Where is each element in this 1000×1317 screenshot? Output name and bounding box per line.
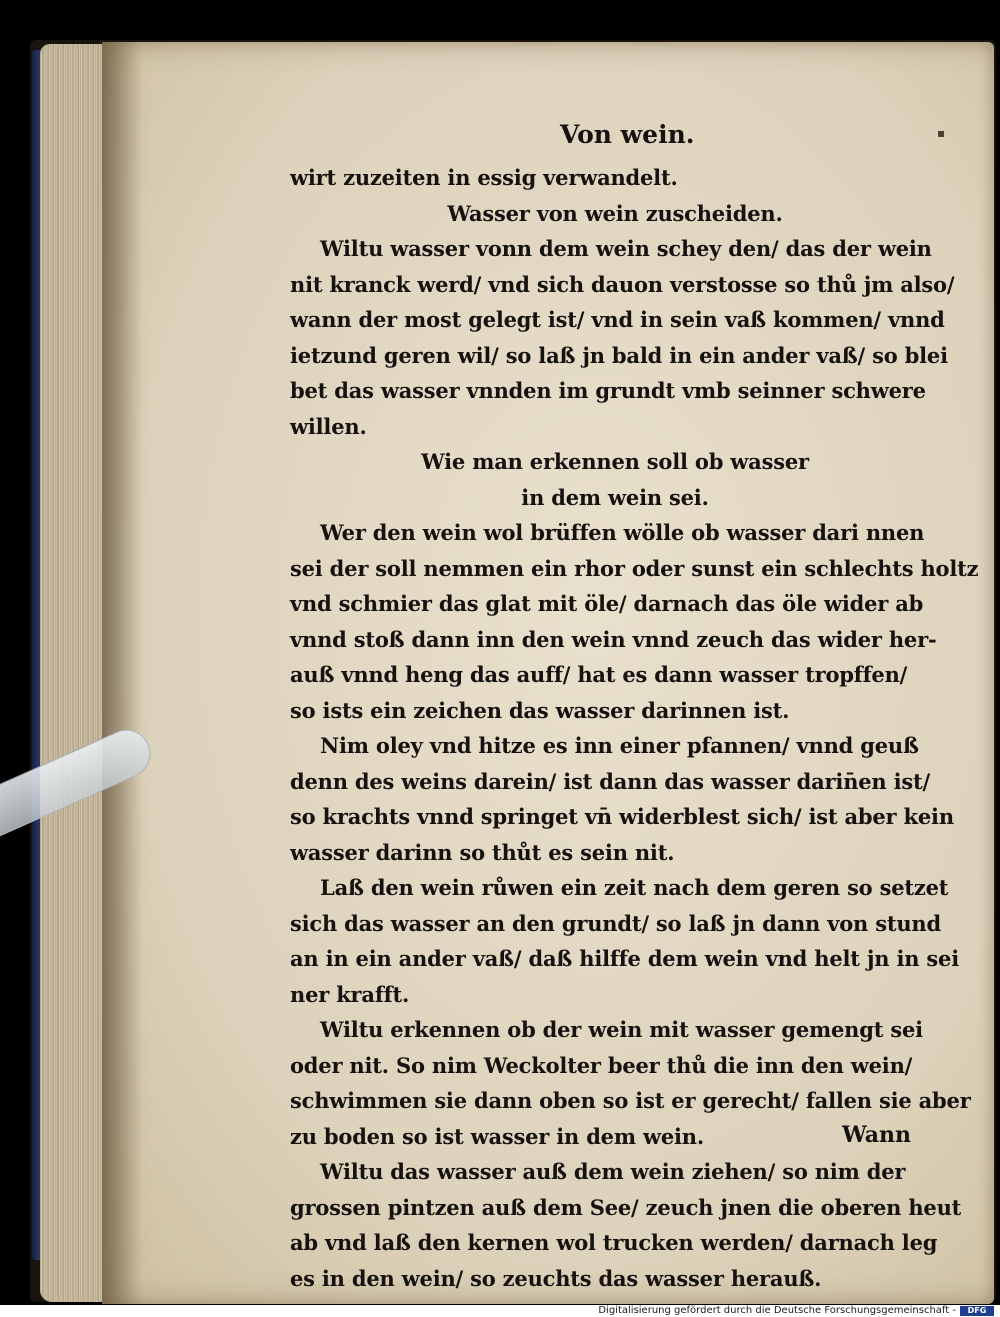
running-header: Von wein. (560, 120, 695, 149)
text-line: sich das wasser an den grundt/ so laß jn dann von stund (290, 910, 941, 936)
text-line: zu boden so ist wasser in dem wein. (290, 1123, 704, 1149)
text-line: vnd schmier das glat mit öle/ darnach das öle wider ab (290, 591, 924, 616)
text-line: wirt zuzeiten in essig verwandelt. (290, 165, 678, 190)
text-line: wann der most gelegt ist/ vnd in sein vaß kommen/ vnnd (290, 307, 945, 332)
text-line: Wie man erkennen soll ob wasser (421, 449, 809, 474)
text-line: oder nit. So nim Weckolter beer thů die inn den wein/ (290, 1052, 913, 1078)
text-line: so ists ein zeichen das wasser darinnen ist. (290, 697, 790, 723)
text-line: bet das wasser vnnden im grundt vmb seinner schwere (290, 378, 926, 403)
text-line: vnnd stoß dann inn den wein vnnd zeuch das wider her- (290, 626, 937, 652)
text-line: auß vnnd heng das auff/ hat es dann wasser tropffen/ (290, 662, 908, 687)
text-line: denn des weins darein/ ist dann das wasser darin̄en ist/ (290, 768, 930, 794)
text-line: sei der soll nemmen ein rhor oder sunst ein schlechts holtz (290, 555, 979, 581)
text-line: ab vnd laß den kernen wol trucken werden/ darnach leg (290, 1230, 938, 1255)
text-line: ietzund geren wil/ so laß jn bald in ein ander vaß/ so blei (290, 342, 948, 368)
text-line: Wasser von wein zuscheiden. (447, 200, 783, 226)
text-line: an in ein ander vaß/ daß hilffe dem wein vnd helt jn in sei (290, 946, 959, 971)
footer-credit: Digitalisierung gefördert durch die Deutsche Forschungsgemeinschaft - (598, 1305, 956, 1316)
text-line: schwimmen sie dann oben so ist er gerecht/ fallen sie aber (290, 1088, 971, 1113)
text-line: es in den wein/ so zeuchts das wasser herauß. (290, 1265, 822, 1291)
text-line: grossen pintzen auß dem See/ zeuch jnen die oberen heut (290, 1194, 962, 1220)
text-line: so krachts vnnd springet vn̄ widerblest sich/ ist aber kein (290, 804, 954, 829)
footer-bar (0, 1305, 1000, 1317)
text-line: nit kranck werd/ vnd sich dauon verstosse so thů jm also/ (290, 271, 955, 297)
text-line: Nim oley vnd hitze es inn einer pfannen/ vnnd geuß (320, 733, 919, 758)
text-line: Wiltu erkennen ob der wein mit wasser gemengt sei (320, 1017, 923, 1042)
page-edges (40, 44, 106, 1302)
dfg-logo-icon: DFG (960, 1306, 994, 1316)
spine-shadow (102, 42, 142, 1304)
text-line: willen. (290, 413, 367, 439)
text-line: Wiltu wasser vonn dem wein schey den/ das der wein (320, 236, 932, 261)
page-corner-mark-icon: ▪ (937, 126, 946, 140)
text-line: Laß den wein růwen ein zeit nach dem geren so setzet (320, 875, 949, 900)
text-line: Wer den wein wol brüffen wölle ob wasser dari nnen (320, 520, 925, 545)
text-line: ner krafft. (290, 981, 410, 1007)
text-line: wasser darinn so thůt es sein nit. (290, 839, 675, 865)
text-line: Wiltu das wasser auß dem wein ziehen/ so nim der (320, 1159, 906, 1184)
catchword: Wann (842, 1122, 912, 1148)
text-line: in dem wein sei. (521, 484, 709, 510)
